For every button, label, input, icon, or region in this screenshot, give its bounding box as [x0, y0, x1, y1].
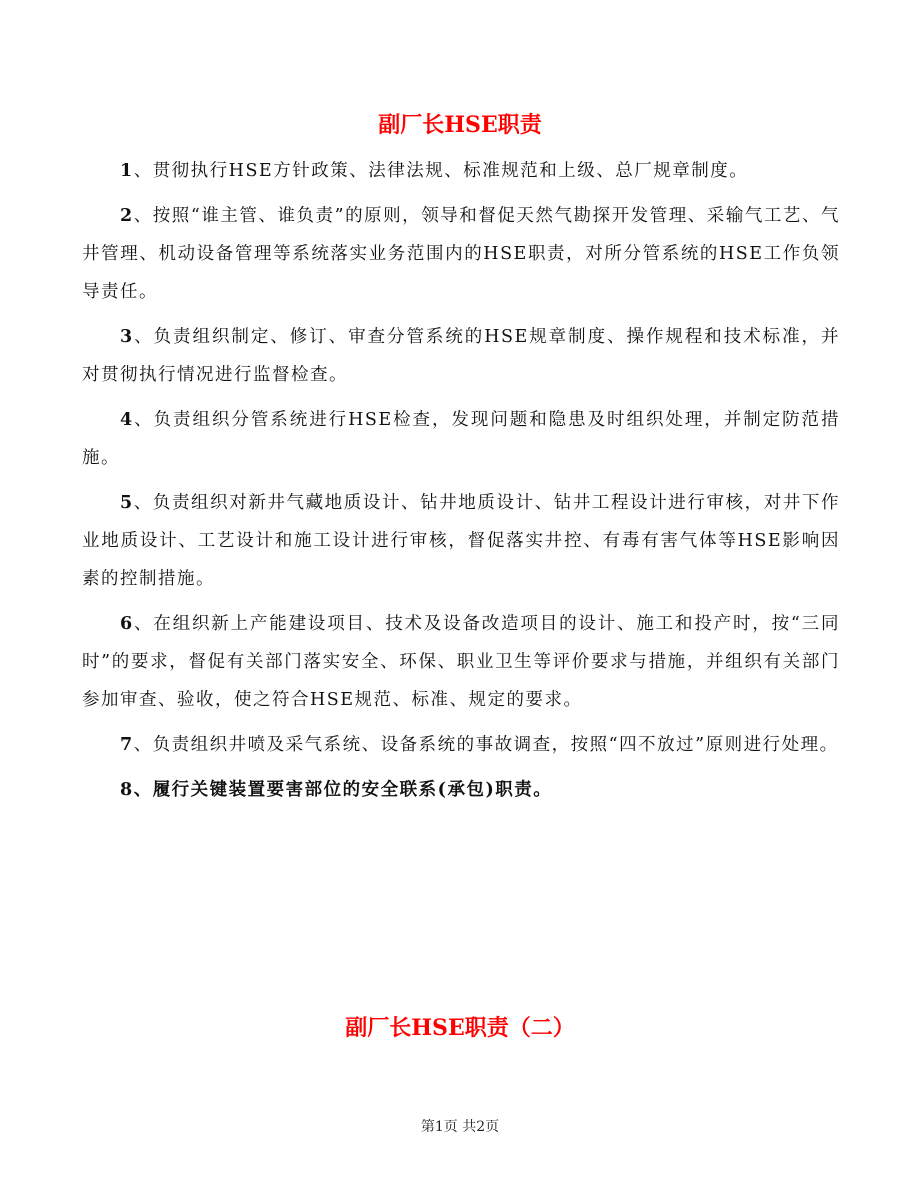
item-text: 按照“谁主管、谁负责”的原则，领导和督促天然气勘探开发管理、采输气工艺、气井管理、机动设备管理等系统落实业务范围内的HSE职责，对所分管系统的HSE工作负领导责任。 [82, 206, 841, 302]
list-item: 5、负责组织对新井气藏地质设计、钻井地质设计、钻井工程设计进行审核，对井下作业地质设计、工艺设计和施工设计进行审核，督促落实井控、有毒有害气体等HSE影响因素的控制措施。 [82, 493, 841, 589]
item-number: 7 [120, 735, 134, 755]
list-item: 4、负责组织分管系统进行HSE检查，发现问题和隐患及时组织处理，并制定防范措施。 [82, 410, 840, 468]
list-item: 7、负责组织井喷及采气系统、设备系统的事故调查，按照“四不放过”原则进行处理。 [120, 735, 839, 755]
item-text: 履行关键装置要害部位的安全联系(承包)职责。 [152, 780, 553, 800]
section-title-2: 副厂长HSE职责（二） [345, 1015, 575, 1041]
item-text: 负责组织井喷及采气系统、设备系统的事故调查，按照“四不放过”原则进行处理。 [152, 735, 839, 755]
item-number: 4 [120, 410, 134, 430]
responsibilities-list [82, 152, 840, 816]
page-number: 第1页 共2页 [420, 1119, 500, 1135]
item-number: 5 [120, 493, 134, 513]
item-number: 6 [120, 614, 134, 634]
item-text: 贯彻执行HSE方针政策、法律法规、标准规范和上级、总厂规章制度。 [152, 161, 749, 181]
item-text: 负责组织对新井气藏地质设计、钻井地质设计、钻井工程设计进行审核，对井下作业地质设计、工艺设计和施工设计进行审核，督促落实井控、有毒有害气体等HSE影响因素的控制措施。 [82, 493, 841, 589]
item-text: 负责组织制定、修订、审查分管系统的HSE规章制度、操作规程和技术标准，并对贯彻执行情况进行监督检查。 [82, 327, 840, 385]
item-number: 1 [120, 161, 134, 181]
item-number: 8 [120, 780, 134, 800]
list-item: 6、在组织新上产能建设项目、技术及设备改造项目的设计、施工和投产时，按“三同时”的要求，督促有关部门落实安全、环保、职业卫生等评价要求与措施，并组织有关部门参加审查、验收，使之符合HSE规范、标准、规定的要求。 [82, 614, 841, 710]
item-text: 负责组织分管系统进行HSE检查，发现问题和隐患及时组织处理，并制定防范措施。 [82, 410, 840, 468]
list-item: 3、负责组织制定、修订、审查分管系统的HSE规章制度、操作规程和技术标准，并对贯彻执行情况进行监督检查。 [82, 327, 840, 385]
list-item: 2、按照“谁主管、谁负责”的原则，领导和督促天然气勘探开发管理、采输气工艺、气井管理、机动设备管理等系统落实业务范围内的HSE职责，对所分管系统的HSE工作负领导责任。 [82, 206, 841, 302]
list-item: 8、履行关键装置要害部位的安全联系(承包)职责。 [120, 780, 553, 800]
item-number: 3 [120, 327, 134, 347]
item-number: 2 [120, 206, 134, 226]
item-text: 在组织新上产能建设项目、技术及设备改造项目的设计、施工和投产时，按“三同时”的要求，督促有关部门落实安全、环保、职业卫生等评价要求与措施，并组织有关部门参加审查、验收，使之符合HSE规范、标准、规定的要求。 [82, 614, 841, 710]
list-item: 1、贯彻执行HSE方针政策、法律法规、标准规范和上级、总厂规章制度。 [120, 161, 749, 181]
section-title: 副厂长HSE职责 [378, 112, 542, 138]
